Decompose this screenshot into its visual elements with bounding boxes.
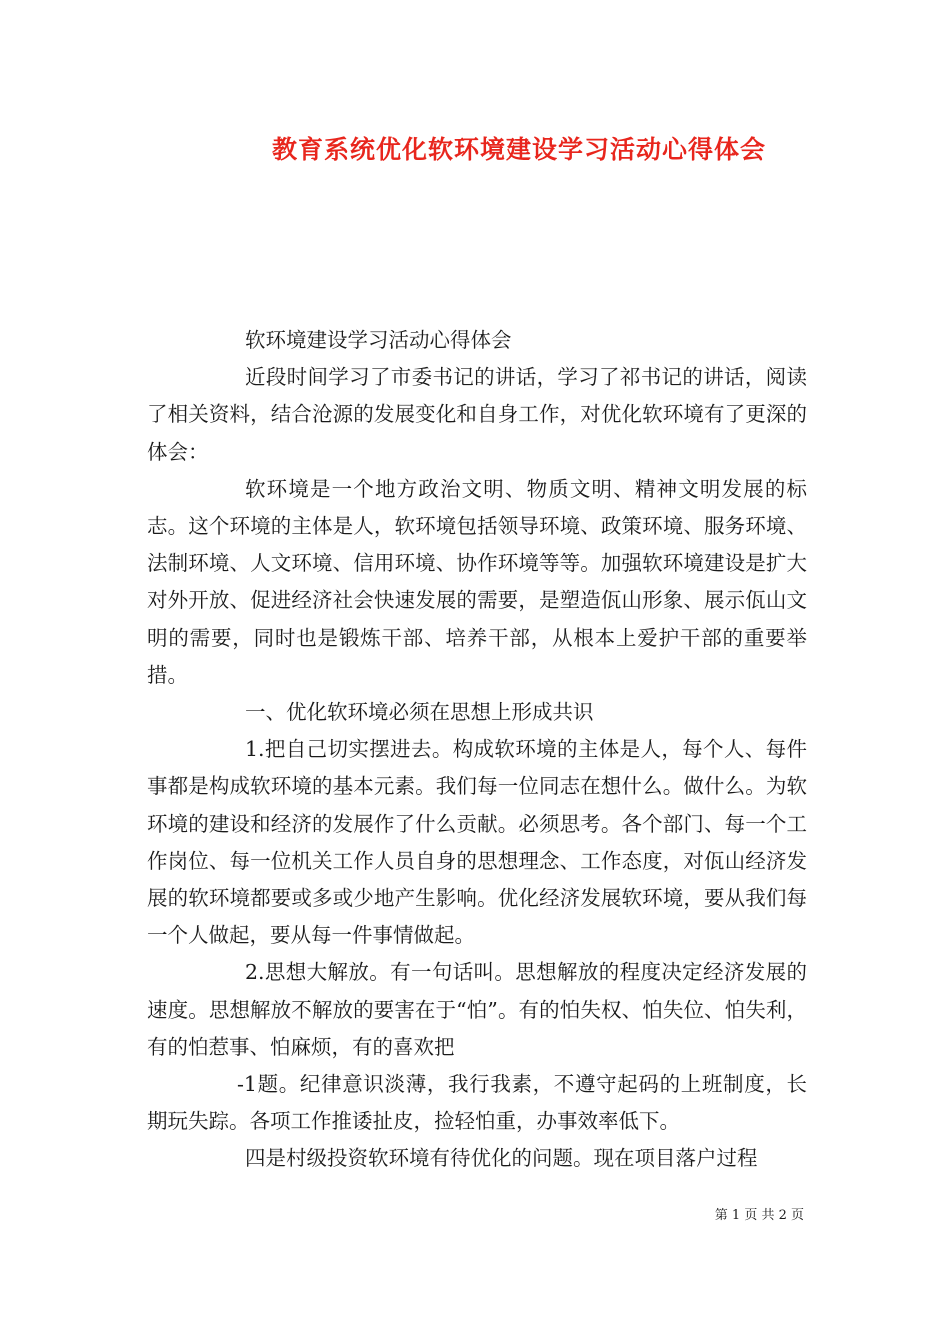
paragraph: 2.思想大解放。有一句话叫。思想解放的程度决定经济发展的速度。思想解放不解放的要害在于“怕”。有的怕失权、怕失位、怕失利，有的怕惹事、怕麻烦，有的喜欢把 (147, 960, 807, 1059)
paragraph-subtitle: 软环境建设学习活动心得体会 (245, 328, 512, 352)
paragraph: 1.把自己切实摆进去。构成软环境的主体是人，每个人、每件事都是构成软环境的基本元素。我们每一位同志在想什么。做什么。为软环境的建设和经济的发展作了什么贡献。必须思考。各个部门、每一个工作岗位、每一位机关工作人员自身的思想理念、工作态度，对佤山经济发展的软环境都要或多或少地产生影响。优化经济发展软环境，要从我们每一个人做起，要从每一件事情做起。 (147, 737, 807, 948)
document-title: 教育系统优化软环境建设学习活动心得体会 (271, 135, 766, 164)
paragraph: 软环境是一个地方政治文明、物质文明、精神文明发展的标志。这个环境的主体是人，软环境包括领导环境、政策环境、服务环境、法制环境、人文环境、信用环境、协作环境等等。加强软环境建设是扩大对外开放、促进经济社会快速发展的需要，是塑造佤山形象、展示佤山文明的需要，同时也是锻炼干部、培养干部，从根本上爱护干部的重要举措。 (147, 476, 807, 687)
paragraph: -1题。纪律意识淡薄，我行我素，不遵守起码的上班制度，长期玩失踪。各项工作推诿扯皮，捡轻怕重，办事效率低下。 (147, 1072, 807, 1134)
document-body (147, 322, 807, 1178)
page-number-footer: 第 1 页 共 2 页 (714, 1208, 804, 1223)
section-heading: 一、优化软环境必须在思想上形成共识 (245, 700, 594, 725)
paragraph: 四是村级投资软环境有待优化的问题。现在项目落户过程 (245, 1146, 758, 1171)
paragraph: 近段时间学习了市委书记的讲话，学习了祁书记的讲话，阅读了相关资料，结合沧源的发展变化和自身工作，对优化软环境有了更深的体会： (147, 365, 807, 464)
